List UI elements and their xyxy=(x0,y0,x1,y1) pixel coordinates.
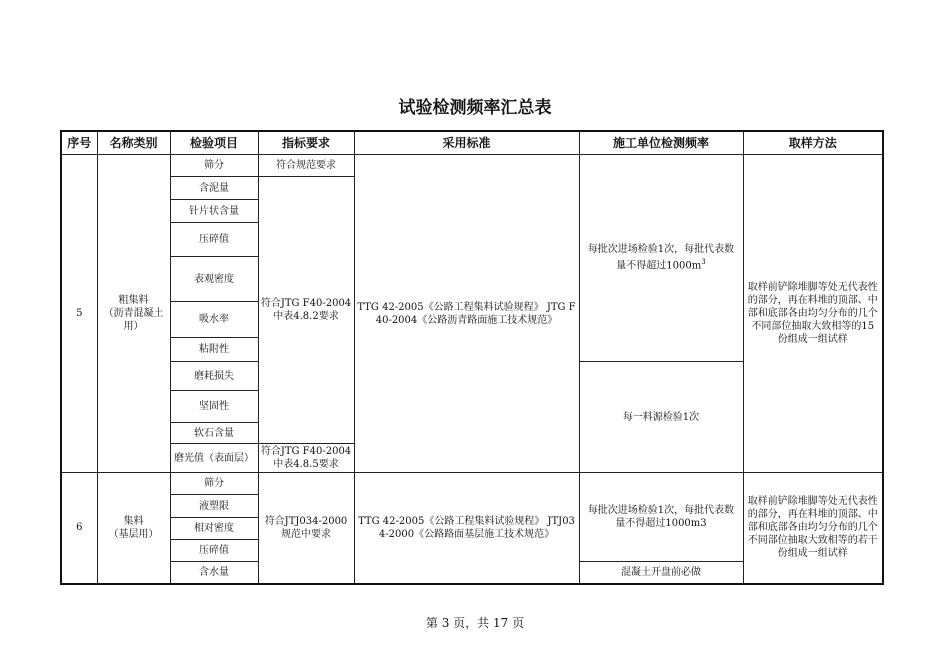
category-cell xyxy=(97,155,170,473)
category-text: 集料 （基层用） xyxy=(108,515,159,540)
frequency-text: 每批次进场检验1次，每批代表数量不得超过1000m xyxy=(587,244,735,272)
test-item: 磨光值（表面层） xyxy=(170,444,258,473)
sampling-method-cell: 取样前铲除堆脚等处无代表性的部分，再在料堆的顶部、中部和底部各由均匀分布的几个不同部位抽取大致相等的15份组成一组试样 xyxy=(743,155,883,473)
test-item: 坚固性 xyxy=(170,391,258,423)
header-cell: 检验项目 xyxy=(170,131,258,155)
test-item: 针片状含量 xyxy=(170,200,258,223)
requirement-cell: 符合JTG F40-2004中表4.8.5要求 xyxy=(258,444,354,473)
frequency-cell: 混凝土开盘前必做 xyxy=(579,562,743,584)
header-cell: 施工单位检测频率 xyxy=(579,131,743,155)
category-text: 粗集料 （沥青混凝土用） xyxy=(103,295,164,332)
header-cell: 采用标准 xyxy=(354,131,579,155)
requirement-cell: 符合规范要求 xyxy=(258,155,354,177)
header-cell: 指标要求 xyxy=(258,131,354,155)
test-item: 压碎值 xyxy=(170,540,258,562)
test-item: 粘附性 xyxy=(170,338,258,362)
table-row xyxy=(61,155,883,177)
test-item: 吸水率 xyxy=(170,302,258,338)
superscript: 3 xyxy=(701,258,706,267)
frequency-cell: 每批次进场检验1次，每批代表数量不得超过1000m3 xyxy=(579,473,743,562)
header-cell: 名称类别 xyxy=(97,131,170,155)
table-header-row xyxy=(61,131,883,155)
frequency-cell: 每一料源检验1次 xyxy=(579,362,743,473)
test-item: 筛分 xyxy=(170,155,258,177)
test-item: 筛分 xyxy=(170,473,258,495)
test-item: 磨耗损失 xyxy=(170,362,258,391)
table-row xyxy=(61,473,883,495)
test-item: 含水量 xyxy=(170,562,258,584)
standard-cell: TTG 42-2005《公路工程集料试验规程》 JTJ034-2000《公路路面基层施工技术规范》 xyxy=(354,473,579,584)
page-title: 试验检测频率汇总表 xyxy=(398,98,552,118)
test-item: 相对密度 xyxy=(170,518,258,540)
frequency-cell xyxy=(579,155,743,362)
sampling-method-cell: 取样前铲除堆脚等处无代表性的部分，再在料堆的顶部、中部和底部各由均匀分布的几个不同部位抽取大致相等的若干份组成一组试样 xyxy=(743,473,883,584)
test-item: 压碎值 xyxy=(170,223,258,257)
header-cell: 取样方法 xyxy=(743,131,883,155)
test-item: 软石含量 xyxy=(170,423,258,444)
test-item: 液塑限 xyxy=(170,495,258,518)
test-item: 表观密度 xyxy=(170,257,258,302)
requirement-cell: 符合JTJ034-2000规范中要求 xyxy=(258,473,354,584)
standard-cell: TTG 42-2005《公路工程集料试验规程》 JTG F40-2004《公路沥青路面施工技术规范》 xyxy=(354,155,579,473)
category-cell xyxy=(97,473,170,584)
row-number: 5 xyxy=(61,155,97,473)
requirement-cell: 符合JTG F40-2004中表4.8.2要求 xyxy=(258,177,354,444)
row-number: 6 xyxy=(61,473,97,584)
test-frequency-table xyxy=(60,130,884,585)
test-item: 含泥量 xyxy=(170,177,258,200)
header-cell: 序号 xyxy=(61,131,97,155)
page-footer: 第 3 页，共 17 页 xyxy=(425,616,525,630)
